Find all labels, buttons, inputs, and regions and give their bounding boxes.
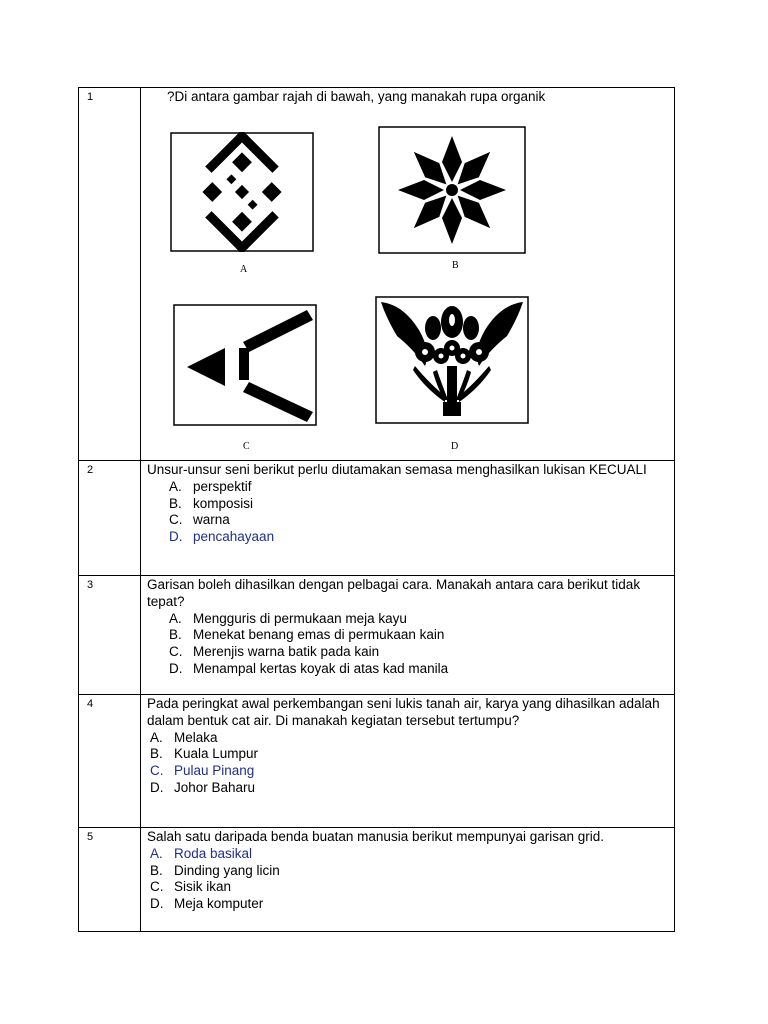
option-d-highlighted[interactable]: D. pencahayaan xyxy=(169,529,275,545)
option-b[interactable]: B. Menekat benang emas di permukaan kain xyxy=(169,627,445,643)
figure-label-a: A xyxy=(240,263,248,275)
option-b[interactable]: B. komposisi xyxy=(169,495,254,511)
figure-d-floral-ornament xyxy=(375,296,529,424)
option-b[interactable]: B. Kuala Lumpur xyxy=(150,746,259,762)
question-body xyxy=(141,461,675,576)
figure-label-c: C xyxy=(243,440,250,452)
question-row-5 xyxy=(79,828,675,932)
figure-b-star-flower xyxy=(378,126,526,254)
question-body xyxy=(141,576,675,695)
question-row-1 xyxy=(79,88,675,461)
option-d[interactable]: D. Meja komputer xyxy=(150,896,264,912)
option-d[interactable]: D. Johor Baharu xyxy=(150,779,256,795)
question-body xyxy=(141,88,675,461)
question-row-2 xyxy=(79,461,675,576)
figure-c-arrow-lines xyxy=(173,304,317,426)
question-table xyxy=(78,87,675,932)
option-a[interactable]: A. Melaka xyxy=(150,729,218,745)
option-list xyxy=(147,479,668,546)
option-c-highlighted[interactable]: C. Pulau Pinang xyxy=(150,763,255,779)
question-text: Garisan boleh dihasilkan dengan pelbagai cara. Manakah antara cara berikut tidak tepat? xyxy=(147,577,641,609)
option-a-highlighted[interactable]: A. Roda basikal xyxy=(150,845,253,861)
question-row-3 xyxy=(79,576,675,695)
question-text: Salah satu daripada benda buatan manusia berikut mempunyai garisan grid. xyxy=(147,829,605,844)
question-row-4 xyxy=(79,695,675,828)
question-text: ?Di antara gambar rajah di bawah, yang manakah rupa organik xyxy=(167,89,546,104)
option-list xyxy=(147,846,668,913)
option-b[interactable]: B. Dinding yang licin xyxy=(150,862,280,878)
option-list xyxy=(147,611,668,678)
question-text: Pada peringkat awal perkembangan seni lukis tanah air, karya yang dihasilkan adalah dalam bentuk cat air. Di manakah kegiatan tersebut tertumpu? xyxy=(147,696,660,728)
question-number: 1 xyxy=(79,88,141,461)
option-c[interactable]: C. Sisik ikan xyxy=(150,879,232,895)
figure-a-geometric-diamond xyxy=(170,132,314,252)
option-c[interactable]: C. warna xyxy=(169,512,230,528)
question-body xyxy=(141,828,675,932)
question-number: 4 xyxy=(79,695,141,828)
question-text: Unsur-unsur seni berikut perlu diutamakan semasa menghasilkan lukisan KECUALI xyxy=(147,462,647,477)
option-c[interactable]: C. Merenjis warna batik pada kain xyxy=(169,644,380,660)
figure-label-d: D xyxy=(451,440,459,452)
figure-label-b: B xyxy=(452,259,459,271)
question-body xyxy=(141,695,675,828)
question-number: 3 xyxy=(79,576,141,695)
option-d[interactable]: D. Menampal kertas koyak di atas kad manila xyxy=(169,660,449,676)
option-a[interactable]: A. Mengguris di permukaan meja kayu xyxy=(169,610,407,626)
option-a[interactable]: A. perspektif xyxy=(169,478,252,494)
question-number: 2 xyxy=(79,461,141,576)
option-list xyxy=(147,730,668,797)
figure-grid xyxy=(147,106,668,458)
question-number: 5 xyxy=(79,828,141,932)
